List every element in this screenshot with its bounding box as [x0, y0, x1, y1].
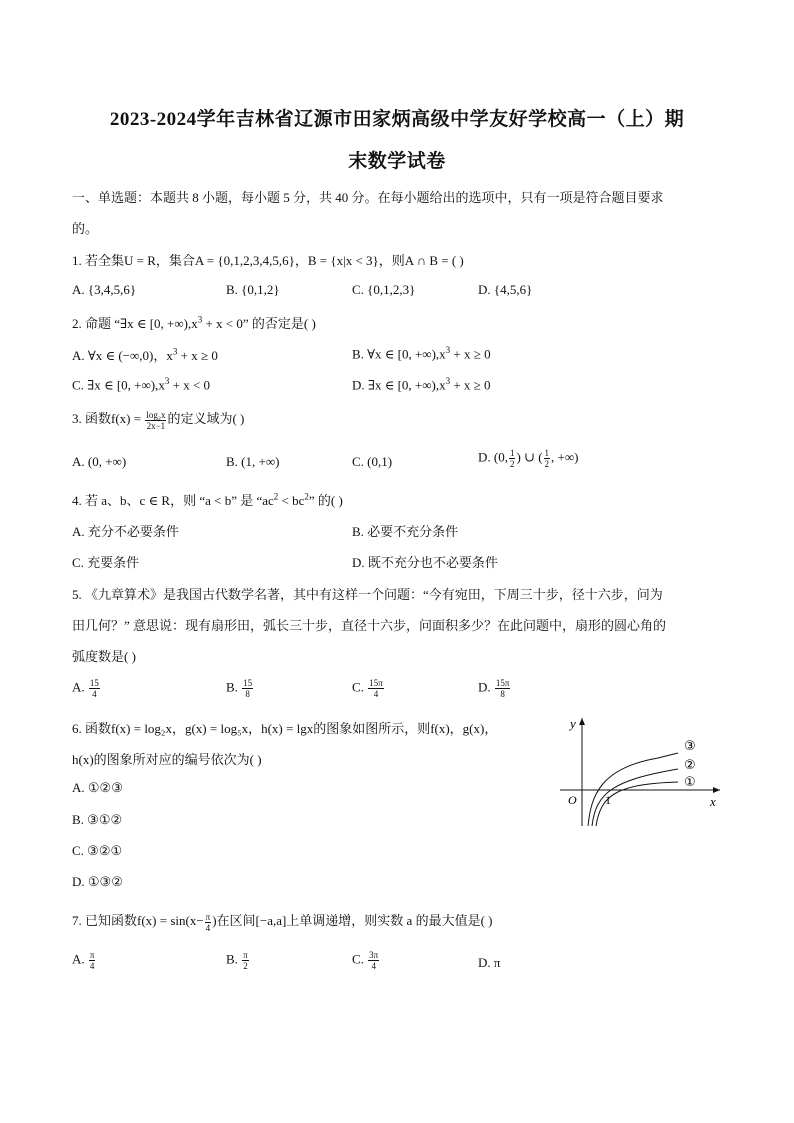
section-heading: 一、单选题：本题共 8 小题，每小题 5 分，共 40 分。在每小题给出的选项中，只有一项是符合题目要求 [72, 190, 664, 205]
q6-option-d: D. ①③② [72, 874, 123, 889]
curve-label-3: ③ [684, 739, 696, 754]
q2-option-a: A. ∀x ∈ (−∞,0)，$x^3 + x \ge 0$ [72, 346, 218, 363]
q5-option-d: D. $\frac{15\pi}{8}$ [478, 678, 510, 699]
q6-option-a: A. ①②③ [72, 780, 123, 795]
q4-option-a: A. 充分不必要条件 [72, 524, 179, 539]
q7-option-b: B. $\frac{\pi}{2}$ [226, 950, 248, 971]
section-heading-cont: 的。 [72, 221, 99, 236]
origin-label: O [568, 793, 577, 807]
q5-option-a: A. $\frac{15}{4}$ [72, 678, 99, 699]
q3-option-a: A. (0, +∞) [72, 454, 127, 469]
exam-title-line1: 2023-2024学年吉林省辽源市田家炳高级中学友好学校高一（上）期 [109, 109, 685, 130]
q4-option-d: D. 既不充分也不必要条件 [352, 555, 498, 570]
question-7: 7. 已知函数f(x) = sin(x− $\frac{\pi}{4}$ )在区间[−a,a]上单调递增，则实数 a 的最大值是( ) [72, 911, 493, 933]
q3-option-d: D. (0, $\frac{1}{2}$ ) ∪ ( $\frac{1}{2}$ , +∞) [478, 448, 579, 469]
q3-option-b: B. (1, +∞) [226, 454, 280, 469]
q7-option-d: D. π [478, 955, 501, 970]
curve-label-1: ① [684, 775, 696, 790]
y-axis-arrow [579, 718, 585, 725]
question-5-line3: 弧度数是( ) [72, 649, 136, 664]
y-axis-label: y [570, 716, 576, 731]
q4-option-b: B. 必要不充分条件 [352, 524, 459, 539]
question-2 [72, 313, 316, 332]
tick-label-one: 1 [605, 793, 611, 807]
q2-stem-a: 2. 命题 “∃x ∈ [0, +∞),x [72, 316, 198, 331]
q1-option-d: D. {4,5,6} [478, 282, 533, 297]
x-axis-arrow [713, 787, 720, 793]
question-6-line2: h(x)的图象所对应的编号依次为( ) [72, 752, 262, 767]
question-6-line1: 6. 函数f(x) = log₂x，g(x) = log₅x，h(x) = lgx的图象如图所示，则f(x)，g(x)， [72, 721, 498, 736]
question-5-line2: 田几何？” 意思说：现有扇形田，弧长三十步，直径十六步，问面积多少？在此问题中，扇形的圆心角的 [72, 618, 667, 633]
log-function-graph [548, 708, 738, 834]
q2-stem-sup: 3 [197, 314, 203, 325]
q1-option-b: B. {0,1,2} [226, 282, 280, 297]
q1-option-a: A. {3,4,5,6} [72, 282, 137, 297]
q2-option-d: D. ∃x ∈ [0, $+\infty),x^3 + x \ge 0$ [352, 376, 491, 393]
q3-option-c: C. (0,1) [352, 454, 393, 469]
question-5-line1: 5. 《九章算术》是我国古代数学名著，其中有这样一个问题：“今有宛田，下周三十步，径十六步，问为 [72, 587, 663, 602]
q5-option-c: C. $\frac{15\pi}{4}$ [352, 678, 383, 699]
q6-option-c: C. ③②① [72, 843, 123, 858]
q7-option-a: A. $\frac{\pi}{4}$ [72, 950, 95, 971]
q4-option-c: C. 充要条件 [72, 555, 140, 570]
q2-stem-b: + x < 0” 的否定是( ) [202, 316, 316, 331]
q2-option-b: B. ∀x ∈ [0, $+\infty),x^3 + x \ge 0$ [352, 345, 491, 362]
question-4: 4. 若 a、b、c ∈ R，则 “a < b” 是 “$ac^2 < bc^2$” 的( ) [72, 491, 343, 508]
question-3: 3. 函数f(x) = $\frac{\text{log₂x}}{2x-1}$ 的定义域为( ) [72, 409, 245, 431]
question-1: 1. 若全集U = R，集合A = {0,1,2,3,4,5,6}，B = {x|x < 3}，则A ∩ B = ( ) [72, 253, 464, 268]
q5-option-b: B. $\frac{15}{8}$ [226, 678, 253, 699]
q1-option-c: C. {0,1,2,3} [352, 282, 416, 297]
curve-label-2: ② [684, 758, 696, 773]
q2-option-c: C. ∃x ∈ [0, $+\infty),x^3 + x < 0$ [72, 376, 211, 393]
x-axis-label: x [710, 794, 716, 809]
q7-option-c: C. $\frac{3\pi}{4}$ [352, 950, 379, 971]
q6-option-b: B. ③①② [72, 812, 123, 827]
exam-title-line2: 末数学试卷 [348, 151, 446, 172]
q3-fraction: $\frac{\text{log₂x}}{2x-1}$ [146, 409, 166, 431]
